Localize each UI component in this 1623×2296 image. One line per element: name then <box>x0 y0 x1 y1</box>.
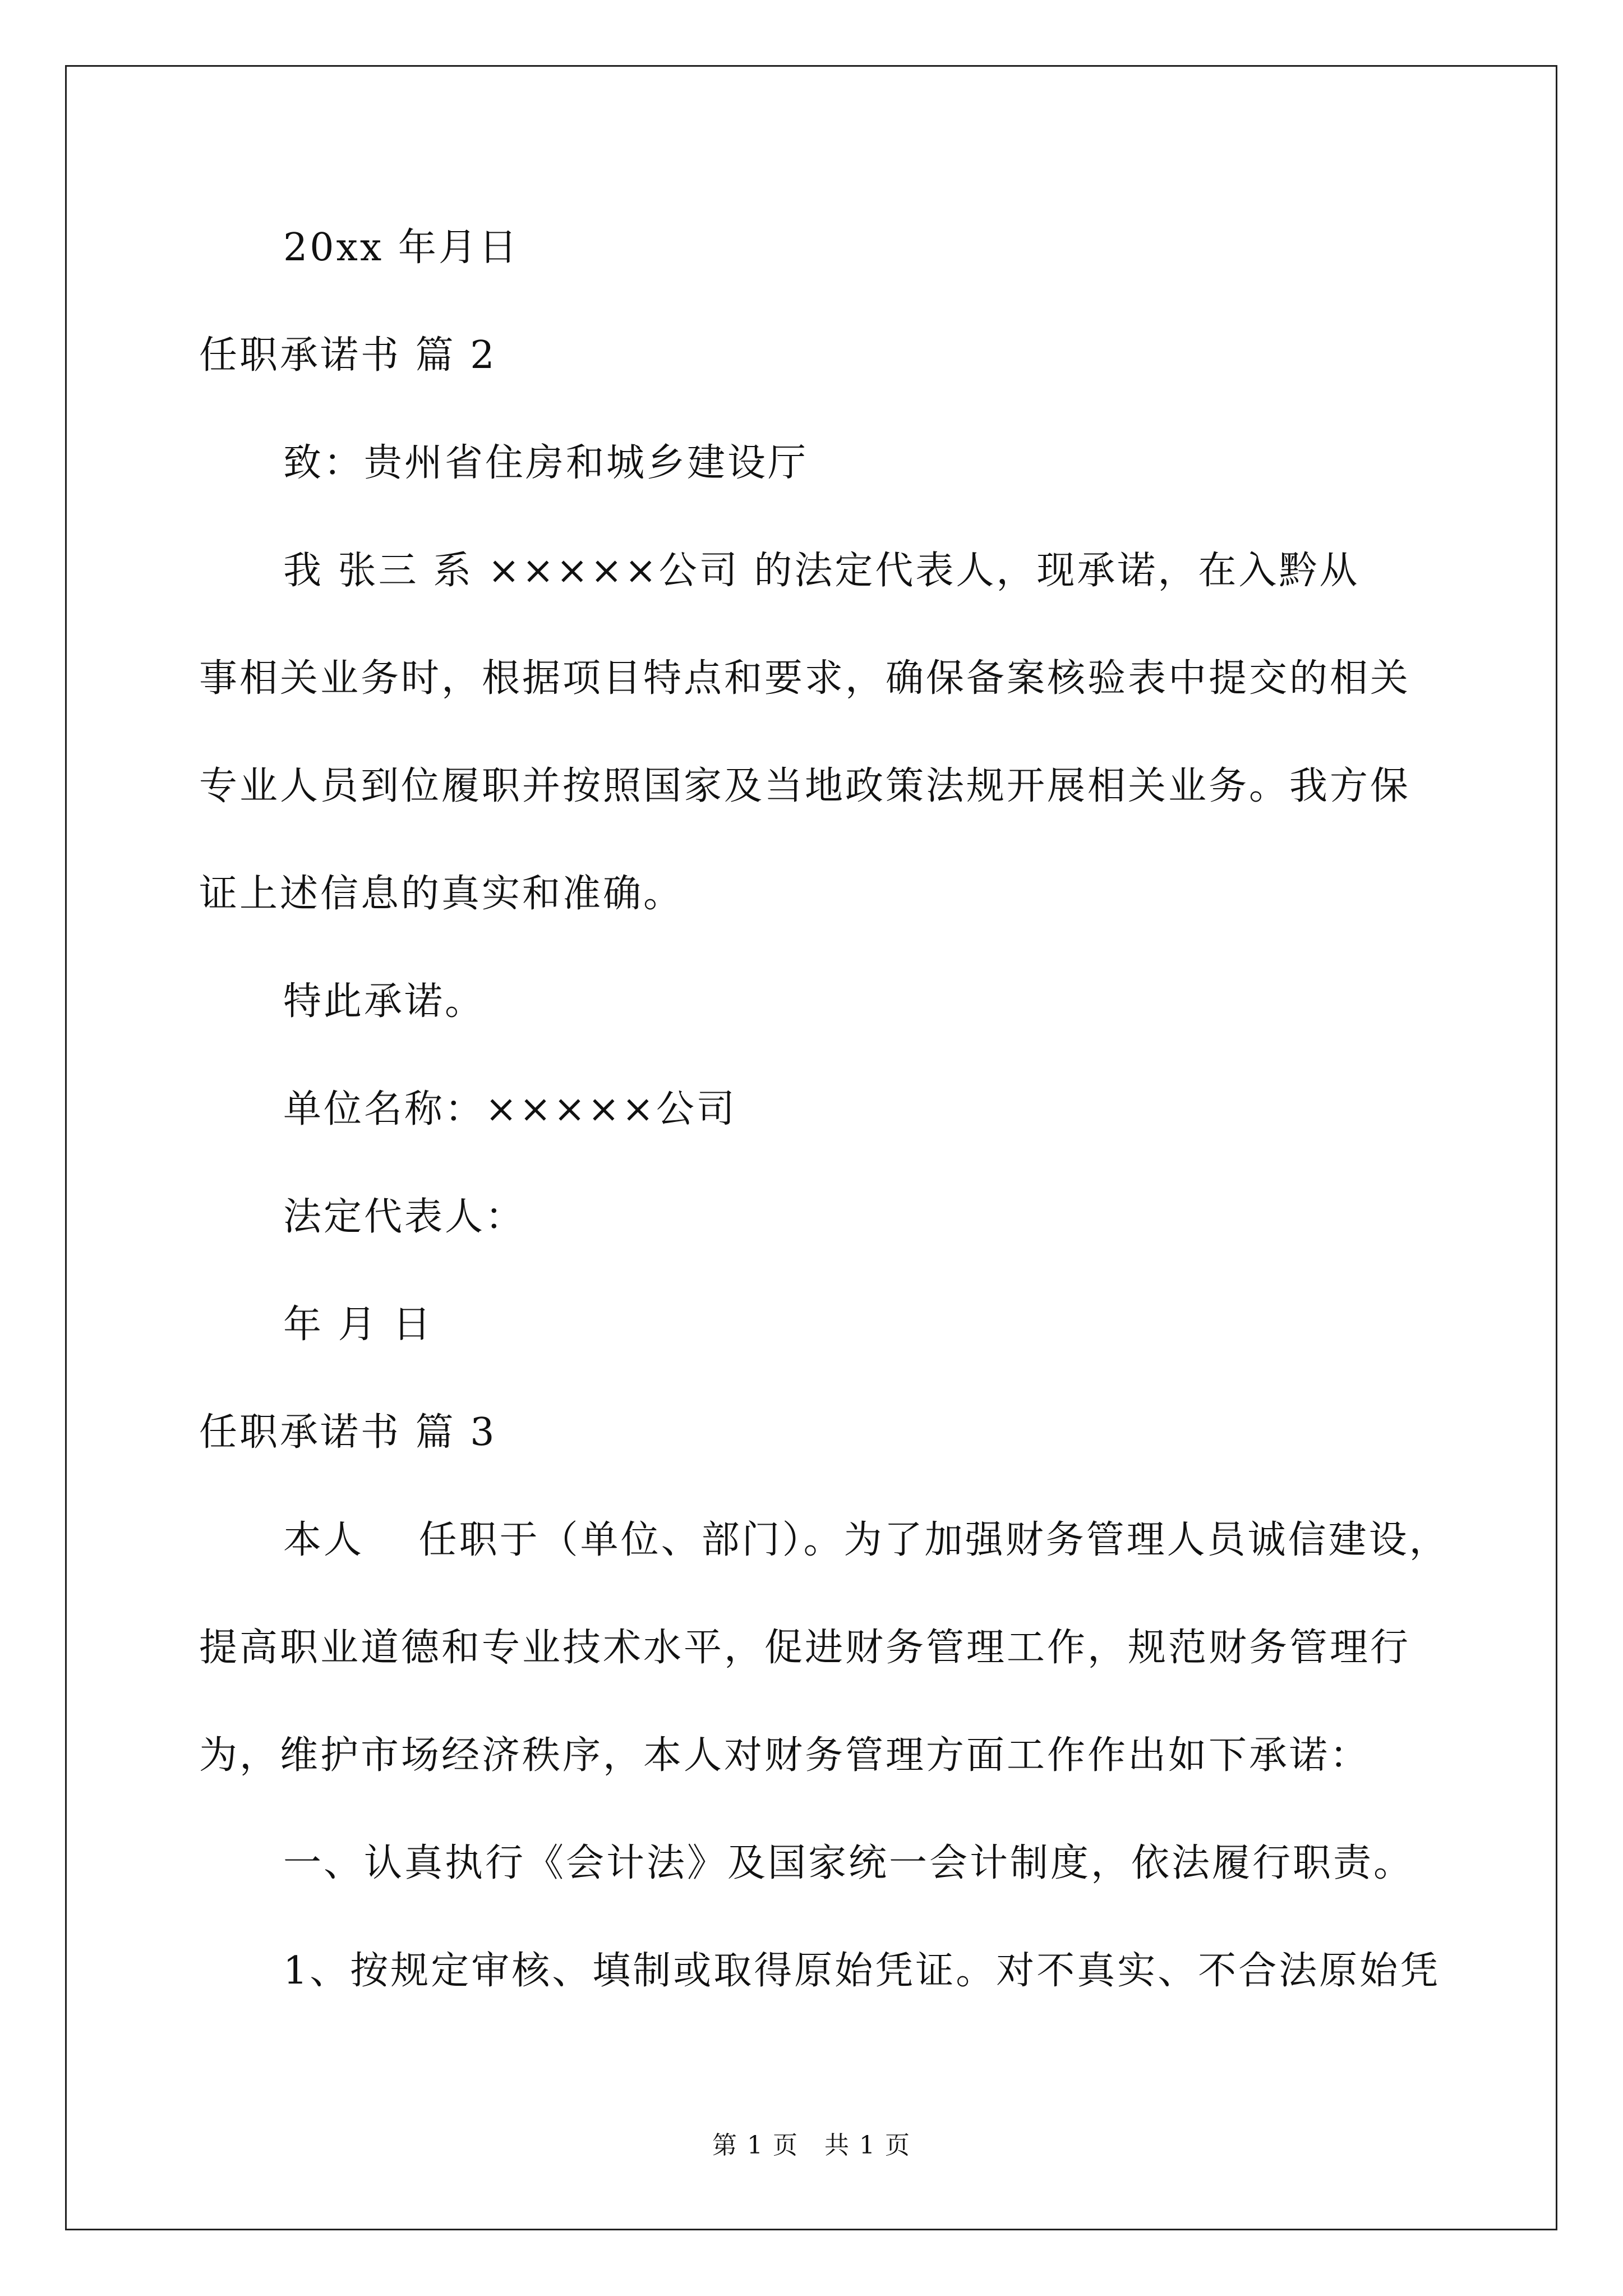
paragraph-line: 为，维护市场经济秩序，本人对财务管理方面工作作出如下承诺： <box>199 1733 1371 1778</box>
section-heading: 任职承诺书 篇 2 <box>199 333 497 378</box>
paragraph-line: 事相关业务时，根据项目特点和要求，确保备案核验表中提交的相关 <box>199 656 1411 701</box>
legal-representative-line: 法定代表人： <box>283 1195 526 1239</box>
closing-line: 特此承诺。 <box>283 979 486 1024</box>
company-name-line: 单位名称：×××××公司 <box>283 1087 737 1131</box>
date-placeholder-line: 年 月 日 <box>283 1303 434 1347</box>
paragraph-line: 1、按规定审核、填制或取得原始凭证。对不真实、不合法原始凭 <box>283 1949 1441 1993</box>
paragraph-line: 专业人员到位履职并按照国家及当地政策法规开展相关业务。我方保 <box>199 764 1411 808</box>
addressee-line: 致：贵州省住房和城乡建设厅 <box>283 441 809 485</box>
paragraph-line: 提高职业道德和专业技术水平，促进财务管理工作，规范财务管理行 <box>199 1626 1411 1670</box>
paragraph-line: 证上述信息的真实和准确。 <box>199 872 684 916</box>
page-footer: 第 1 页 共 1 页 <box>712 2131 911 2160</box>
date-line: 20xx 年月日 <box>283 226 519 270</box>
paragraph-line: 我 张三 系 ×××××公司 的法定代表人，现承诺，在入黔从 <box>283 549 1360 593</box>
paragraph-line: 本人 任职于（单位、部门）。为了加强财务管理人员诚信建设， <box>283 1518 1450 1562</box>
page-border <box>65 65 1557 2230</box>
section-heading: 任职承诺书 篇 3 <box>199 1410 497 1455</box>
paragraph-line: 一、认真执行《会计法》及国家统一会计制度，依法履行职责。 <box>283 1841 1414 1885</box>
